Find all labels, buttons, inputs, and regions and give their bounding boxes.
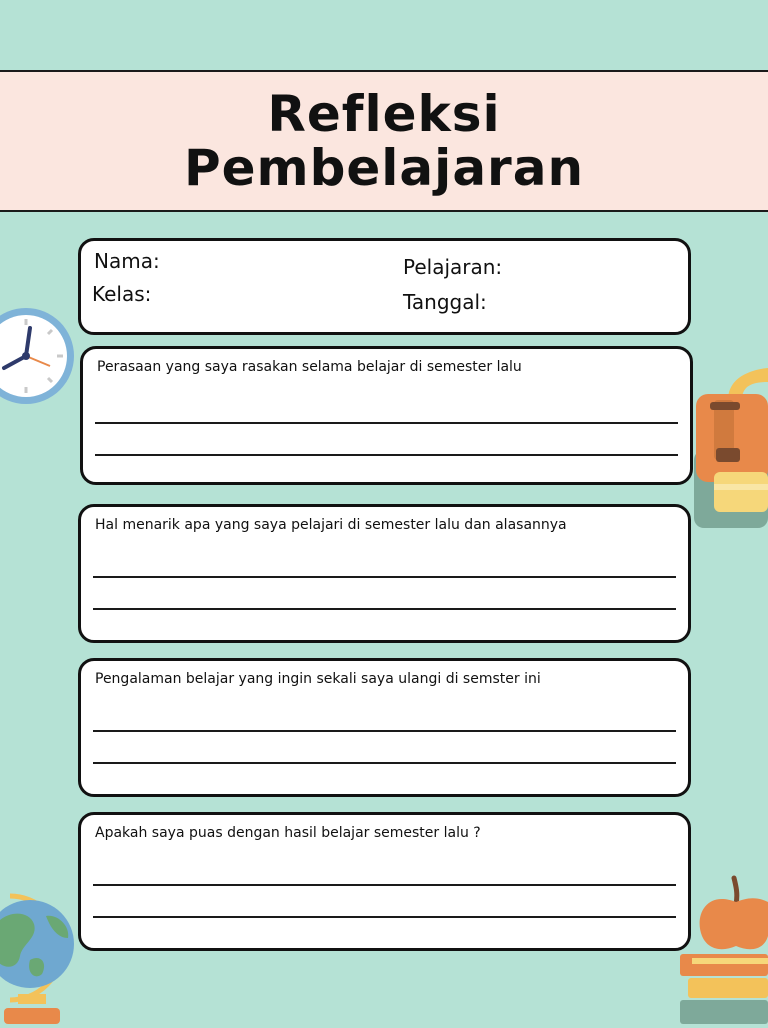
tanggal-label: Tanggal:	[403, 290, 487, 314]
question-card-4	[78, 812, 691, 951]
title-banner	[0, 70, 768, 212]
question-card-3	[78, 658, 691, 797]
answer-line[interactable]	[93, 730, 676, 732]
clock-icon	[0, 306, 80, 410]
kelas-label: Kelas:	[92, 282, 152, 306]
answer-line[interactable]	[93, 608, 676, 610]
page-title-line-1: Refleksi	[267, 85, 501, 143]
answer-line[interactable]	[93, 762, 676, 764]
answer-line[interactable]	[95, 454, 678, 456]
page-title-line-2: Pembelajaran	[183, 139, 585, 197]
question-card-2	[78, 504, 691, 643]
globe-icon	[0, 890, 90, 1028]
nama-label: Nama:	[94, 249, 160, 273]
question-prompt: Apakah saya puas dengan hasil belajar semester lalu ?	[95, 825, 481, 841]
question-prompt: Pengalaman belajar yang ingin sekali saya ulangi di semster ini	[95, 671, 541, 687]
pelajaran-label: Pelajaran:	[403, 255, 503, 279]
answer-line[interactable]	[95, 422, 678, 424]
student-info-card	[78, 238, 691, 335]
backpack-icon	[692, 360, 768, 534]
question-card-1	[80, 346, 693, 485]
answer-line[interactable]	[93, 916, 676, 918]
question-prompt: Hal menarik apa yang saya pelajari di semester lalu dan alasannya	[95, 517, 567, 533]
answer-line[interactable]	[93, 884, 676, 886]
question-prompt: Perasaan yang saya rasakan selama belajar di semester lalu	[97, 359, 522, 375]
answer-line[interactable]	[93, 576, 676, 578]
